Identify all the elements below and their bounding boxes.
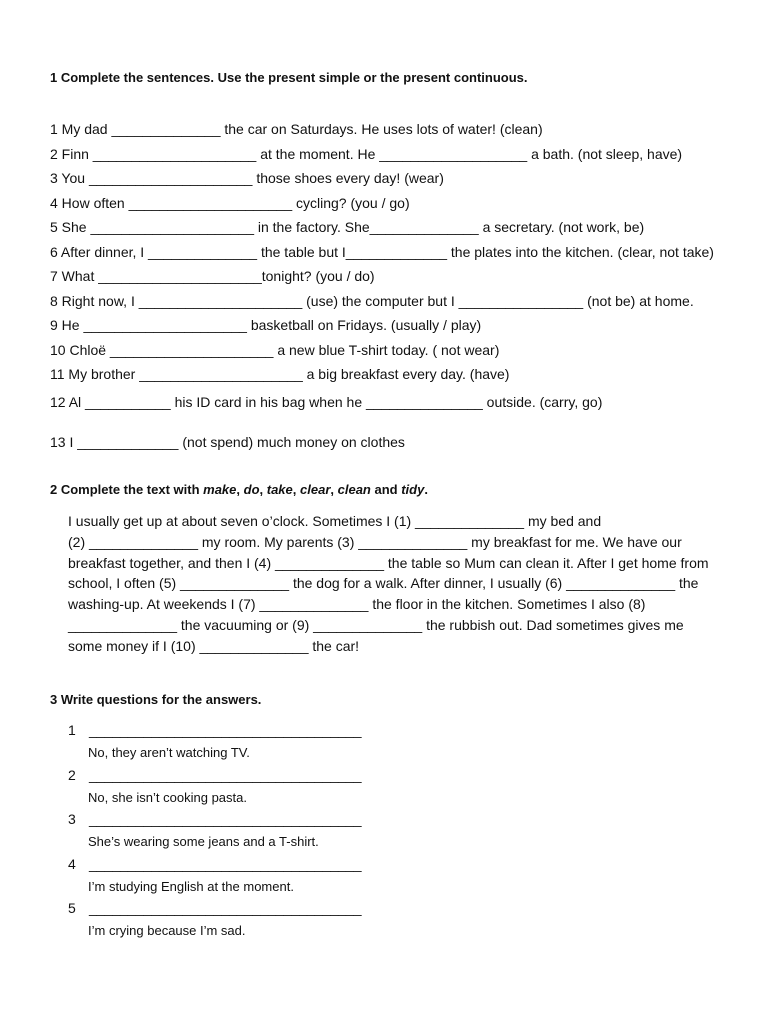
question-number: 2 <box>68 766 76 783</box>
given-answer: I’m studying English at the moment. <box>88 878 294 894</box>
question-item-1 <box>68 722 388 767</box>
sentence-10: 10 Chloë _____________________ a new blue T-shirt today. ( not wear) <box>50 341 500 358</box>
answer-blank: ___________________________________ <box>89 811 362 827</box>
given-answer: No, they aren’t watching TV. <box>88 745 250 760</box>
section1-heading: 1 Complete the sentences. Use the present simple or the present continuous. <box>50 70 528 85</box>
section1-list <box>50 121 750 458</box>
sentence-1: 1 My dad ______________ the car on Saturdays. He uses lots of water! (clean) <box>50 121 543 137</box>
sentence-7: 7 What _____________________tonight? (you / do) <box>50 268 375 284</box>
section2-heading: 2 Complete the text with make, do, take, clear, clean and tidy. <box>50 482 428 497</box>
question-number: 1 <box>68 722 76 738</box>
answer-blank: ___________________________________ <box>89 900 362 916</box>
sentence-13: 13 I _____________ (not spend) much money on clothes <box>50 433 405 450</box>
question-number: 3 <box>68 811 76 827</box>
sentence-4: 4 How often _____________________ cycling? (you / go) <box>50 194 410 211</box>
question-item-2 <box>68 767 388 812</box>
sentence-9: 9 He _____________________ basketball on Fridays. (usually / play) <box>50 317 482 333</box>
sentence-12: 12 Al ___________ his ID card in his bag when he _______________ outside. (carry, go) <box>50 393 603 410</box>
question-item-3 <box>68 811 388 856</box>
given-answer: I’m crying because I’m sad. <box>88 923 246 938</box>
given-answer: No, she isn’t cooking pasta. <box>88 789 247 805</box>
question-item-4 <box>68 856 388 901</box>
question-number: 4 <box>68 855 76 872</box>
sentence-3: 3 You _____________________ those shoes every day! (wear) <box>50 170 444 186</box>
sentence-11: 11 My brother _____________________ a big breakfast every day. (have) <box>50 366 510 382</box>
answer-blank: ___________________________________ <box>89 722 362 738</box>
section3-list <box>68 722 388 945</box>
sentence-2: 2 Finn _____________________ at the moment. He ___________________ a bath. (not sleep, have) <box>50 145 683 162</box>
answer-blank: ___________________________________ <box>89 766 362 783</box>
text-line-7: some money if I (10) ______________ the car! <box>68 637 360 654</box>
text-line-6: ______________ the vacuuming or (9) ______________ the rubbish out. Dad sometimes gives me <box>68 616 684 633</box>
sentence-8: 8 Right now, I _____________________ (use) the computer but I ________________ (not be) at home. <box>50 292 694 309</box>
section3-heading: 3 Write questions for the answers. <box>50 692 262 707</box>
text-line-5: washing-up. At weekends I (7) ______________ the floor in the kitchen. Sometimes I also (8) <box>68 596 646 613</box>
text-line-1: I usually get up at about seven o’clock. Sometimes I (1) ______________ my bed and <box>68 513 602 529</box>
question-item-5 <box>68 900 388 945</box>
text-line-3: breakfast together, and then I (4) ______________ the table so Mum can clean it. After I get home from <box>68 554 709 571</box>
answer-blank: ___________________________________ <box>89 855 362 872</box>
text-line-2: (2) ______________ my room. My parents (3) ______________ my breakfast for me. We have our <box>68 533 682 550</box>
section2-text <box>68 511 718 657</box>
sentence-5: 5 She _____________________ in the factory. She______________ a secretary. (not work, be) <box>50 219 645 235</box>
given-answer: She’s wearing some jeans and a T-shirt. <box>88 834 319 849</box>
sentence-6: 6 After dinner, I ______________ the table but I_____________ the plates into the kitchen. (clear, not take) <box>50 243 714 260</box>
text-line-4: school, I often (5) ______________ the dog for a walk. After dinner, I usually (6) ______________ the <box>68 575 699 592</box>
question-number: 5 <box>68 900 76 916</box>
